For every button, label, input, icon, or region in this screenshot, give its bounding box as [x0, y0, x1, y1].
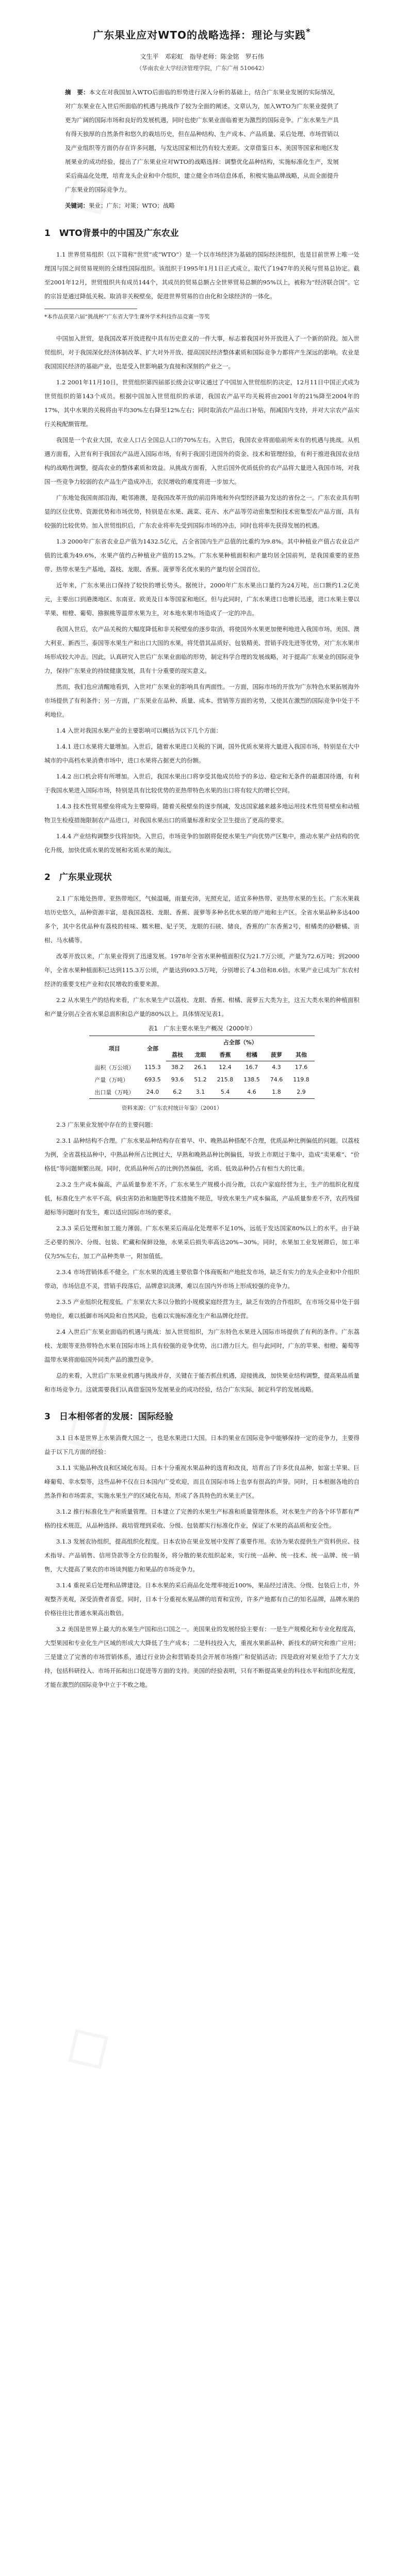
- affiliation: （华南农业大学经济管理学院，广东广州 510642）: [136, 65, 268, 72]
- paragraph: 3.2 美国是世界上最大的水果生产国和出口国之一。美国果业的发展经验主要有：一是生产规模化和专业化程度高，大型果园和专业化生产区域的形成大大降低了生产成本；二是科技投入大，重视水果新品种、新技术的研究和推广应用；三是建立了完善的市场营销体系，通过行业协会和营销委员会开展市场推广和促销活动；四是政府对果业给予了大力支持，包括科研投入、市场开拓和出口促进等方面的支持。美国的经验表明，只有不断提高果业的科技水平和组织化程度，才能在激烈的国际竞争中立于不败之地。: [44, 1625, 359, 1688]
- paragraph: 总的来看，入世后广东果业机遇与挑战并存，关键在于能否抓住机遇，迎接挑战，加快果业结构调整，提高果品质量和市场竞争力。这就需要我们认真借鉴国外发展果业的成功经验，结合广东实际，制定科学的发展战略。: [44, 1371, 359, 1393]
- table-cell: 119.8: [293, 1076, 309, 1083]
- watermark: [46, 2002, 125, 2088]
- paper-title: 广东果业应对WTO的战略选择：理论与实践*: [93, 27, 311, 41]
- table-cell: 4.6: [238, 1086, 265, 1099]
- table-cell: 出口量（万吨）: [89, 1086, 139, 1099]
- table-cell: 51.2: [194, 1076, 207, 1083]
- paragraph: 2.2 从水果生产的结构来看，广东水果生产以荔枝、龙眼、香蕉、柑橘、菠萝五大类为主，这五大类水果的种植面积和产量分别占全省水果总面积和总产量的80%以上。具体情况见表1。: [44, 996, 359, 1018]
- table-cell: 2.9: [288, 1086, 315, 1099]
- table-cell: 16.7: [245, 1064, 258, 1071]
- table-row: [89, 1061, 315, 1074]
- paragraph: 2.3.1 品种结构不合理。广东水果品种结构存在着早、中、晚熟品种搭配不合理，优质品种比例偏低的问题。以荔枝为例，全省荔枝品种中，中熟品种所占比例过大，早熟和晚熟品种比例偏低，导致上市期过于集中，造成“卖果难”、“价格低”等问题频繁出现。同时，优质品种所占的比例仍然偏低，劣质、低效品种仍占有相当大的比重。: [44, 1137, 359, 1172]
- table-subheader: 占全部（%）: [166, 1036, 315, 1049]
- table-cell: 115.3: [144, 1064, 161, 1071]
- paragraph: 1.2 2001年11月10日，世贸组织第四届部长级会议审议通过了中国加入世贸组织的决定，12月11日中国正式成为世贸组织的第143个成员。根据中国加入世贸组织的承诺，我国农产品平均关税将由2001年的21%降至2004年的17%，其中水果的关税将由平均30%左右降至12%左右；同时取消农产品出口补贴，削减国内支持，并对大宗农产品实行关税配额管理。: [44, 379, 359, 428]
- keywords: [65, 200, 339, 211]
- paragraph: 1.4.3 技术性贸易壁垒将成为主要障碍。随着关税壁垒的逐步削减，发达国家越来越多地运用技术性贸易壁垒和动植物卫生检疫措施限制农产品进口，对我国水果出口的质量标准和安全卫生提出了更高的要求。: [44, 803, 359, 824]
- abstract: [65, 86, 339, 197]
- keywords-text: 果业；广东；对策；WTO；战略: [89, 202, 175, 209]
- paragraph: 3.1.1 实施品种改良和区域化布局。日本十分重视水果品种的选育和改良，培育出了许多优良品种，如富士苹果、巨峰葡萄、幸水梨等，这些品种不仅在日本国内广受欢迎，而且在国际市场上也享有很高的声誉。同时，日本根据各地的自然条件和市场需求，实施水果生产的区域化布局，形成了各具特色的水果主产区。: [44, 1464, 359, 1499]
- table-cell: 38.2: [171, 1064, 184, 1071]
- section-heading: 2 广东果业现状: [44, 872, 112, 883]
- paragraph: 1.4.1 进口水果将大量增加。入世后，随着水果进口关税的下调，国外优质水果将大量进入我国市场，特别是在大中城市的中高档水果消费市场中，进口水果将占据更大的份额。: [44, 743, 359, 764]
- table-header: 项目: [89, 1036, 139, 1061]
- paragraph: 1.4.2 出口机会将有所增加。入世后，我国水果出口将享受其他成员给予的多边、稳定和无条件的最惠国待遇，有利于我国水果进入国际市场，特别是具有比较优势的亚热带特色水果的出口将有较大的增长空间。: [44, 773, 359, 794]
- table-header: 香蕉: [212, 1048, 239, 1061]
- table-cell: 3.1: [189, 1086, 212, 1099]
- paragraph: 2.3.2 生产成本偏高，产品质量参差不齐。广东水果生产规模小而分散，以农户家庭经营为主，生产的组织化程度低，标准化生产水平不高，病虫害防治和施肥等技术措施不规范，导致水果生产成本偏高，产品质量参差不齐，农药残留超标等问题时有发生，难以适应国际市场的要求。: [44, 1180, 359, 1216]
- paragraph: 然而，我们也应清醒地看到，入世对广东果业的影响具有两面性。一方面，国际市场的开放为广东特色水果拓展海外市场提供了有利条件；另一方面，广东果业在品种、质量、成本、营销等方面的劣势，又使其在激烈的国际竞争中处于不利地位。: [44, 683, 359, 718]
- table-cell: 93.6: [171, 1076, 184, 1083]
- abstract-text: 本文在对我国加入WTO后面临的形势进行深入分析的基础上，结合广东果业发展的实际情况，对广东果业在入世后所面临的机遇与挑战作了较为全面的阐述。文章认为，加入WTO为广东果业提供了更为广阔的国际市场和良好的发展机遇，同时也使广东果业面临着更为激烈的国际竞争。广东水果生产具有得天独厚的自然条件和悠久的栽培历史，但在品种结构、生产成本、产品质量、采后处理、市场营销以及产业组织等方面仍存在许多问题，与发达国家相比仍有较大差距。文章借鉴日本、美国等国家和地区发展果业的成功经验，提出了广东果业应对WTO的战略选择：调整优化品种结构，实施标准化生产，发展采后商品化处理，培育龙头企业和中介组织，建立健全市场信息体系，积极实施品牌战略，从而全面提升广东果业的国际竞争力。: [65, 89, 339, 193]
- table-cell: 74.6: [270, 1076, 283, 1083]
- table-cell: 6.2: [166, 1086, 189, 1099]
- table-cell: 产量（万吨）: [94, 1076, 129, 1083]
- paragraph: 2.3.4 市场营销体系不健全。广东水果的流通主要依靠个体商贩和产地批发市场，缺乏有实力的龙头企业和中介组织带动，市场信息不灵，营销手段落后，品牌意识淡薄，难以在国内外市场上形成较强的竞争力。: [44, 1268, 359, 1290]
- paragraph: 我国是一个农业大国，农业人口占全国总人口的70%左右。入世后，我国农业将面临前所未有的机遇与挑战。从机遇方面看，入世有利于我国农产品进入国际市场，有利于我国引进国外的资金、技术和管理经验，有利于推进我国农业结构的战略性调整，提高农业的整体素质和效益。从挑战方面看，入世后国外优质低价的农产品将大量进入我国市场，对我国一些竞争力较弱的农产品生产造成冲击，农民增收的难度将进一步加大。: [44, 436, 359, 485]
- table-cell: 693.5: [144, 1076, 161, 1083]
- table-header: 其他: [288, 1048, 315, 1061]
- table-cell: 138.5: [243, 1076, 260, 1083]
- table-cell: 17.6: [295, 1064, 308, 1071]
- paragraph: 改革开放以来，广东果业得到了迅速发展。1978年全省水果种植面积仅为21.7万公顷，产量为72.6万吨；到2000年，全省水果种植面积已达到115.3万公顷，产量达到693.5万吨，分别增长了4.3倍和8.6倍。水果产业已成为广东农村经济的重要支柱产业和农民增收的重要来源。: [44, 953, 359, 988]
- paragraph: 3.1 日本是世界上水果消费大国之一，也是水果进口大国。日本的果业在国际竞争中能够保持一定的竞争力，主要得益于以下几方面的经验：: [44, 1434, 359, 1455]
- table-header: 全部: [139, 1036, 166, 1061]
- table-header: 菠萝: [265, 1048, 288, 1061]
- paragraph: 我国入世后，农产品关税的大幅度降低和非关税壁垒的逐步取消，将使国外水果更加便利地进入我国市场。美国、澳大利亚、新西兰、泰国等水果生产和出口大国的水果，将凭借其品质好、包装精美、营销手段先进等优势，对广东水果市场形成较大冲击。因此，认真研究入世后广东果业面临的形势，制定科学合理的发展战略，对于提高广东果业的国际竞争力，保持广东果业的持续健康发展，具有十分重要的现实意义。: [44, 625, 359, 674]
- paragraph: 2.3 广东果业发展中存在的主要问题：: [56, 1121, 157, 1128]
- paragraph: 2.3.5 产业组织化程度低。广东果农大多以分散的小规模家庭经营为主，缺乏有效的合作组织，在市场交易中处于弱势地位，难以抵御市场风险和自然风险，也难以实施标准化生产和品牌化经营。: [44, 1298, 359, 1319]
- table-row: [89, 1086, 315, 1099]
- section-heading: 3 日本相邻者的发展：国际经验: [44, 1411, 173, 1422]
- paragraph: 1.1 世界贸易组织（以下简称“世贸”或“WTO”）是一个以市场经济为基础的国际经济组织，也是目前世界上唯一处理国与国之间贸易规则的全球性国际组织。该组织于1995年1月1日正式成立，取代了1947年的关税与贸易总协定。截至2001年12月，世贸组织共有成员144个，其成员的贸易总额占全世界贸易总额的95%以上，被称为“经济联合国”。它的宗旨是通过降低关税、取消非关税壁垒，促进世界贸易的自由化和全球经济的一体化。: [44, 251, 359, 300]
- paragraph: 1.4.4 产业结构调整步伐将加快。入世后，市场竞争的加剧将促使水果生产向优势产区集中，推动水果产业结构的优化升级，加快优质水果的发展和劣质水果的淘汰。: [44, 833, 359, 854]
- paragraph: 中国加入世贸，是我国改革开放进程中具有历史意义的一件大事，标志着我国对外开放进入了一个新的阶段。加入世贸组织，对于我国深化经济体制改革、扩大对外开放、提高国民经济整体素质和国际竞争力都将产生深远的影响。农业是我国国民经济的基础产业，也是受入世影响最为直接和深刻的产业之一。: [44, 335, 359, 370]
- paragraph: 3.1.4 重视采后处理和品牌建设。日本水果的采后商品化处理率接近100%，果品经过清洗、分级、包装后上市，外观整齐美观，深受消费者喜爱。同时，日本十分重视水果品牌的培育和宣传，许多产地都有自己的知名品牌，品牌水果的价格往往比普通水果高出数倍。: [44, 1581, 359, 1617]
- table-header: 荔枝: [166, 1048, 189, 1061]
- abstract-label: 摘 要：: [65, 89, 89, 96]
- table-cell: 4.3: [272, 1064, 281, 1071]
- paragraph: 3.1.2 推行标准化生产和质量管理。日本建立了完善的水果生产标准和质量管理体系，对水果生产的各个环节都有严格的技术规范，从品种选择、栽培管理到采收、分级、包装都实行标准化作业，保证了水果的高品质和安全性。: [44, 1507, 359, 1529]
- table-note: 资料来源：《广东农村统计年鉴》（2001）: [122, 1105, 222, 1111]
- keywords-label: 关键词：: [65, 202, 89, 209]
- table-cell: 面积（万公顷）: [94, 1064, 135, 1071]
- table-cell: 24.0: [139, 1086, 166, 1099]
- table-cell: 215.8: [217, 1076, 234, 1083]
- table-header: 龙眼: [189, 1048, 212, 1061]
- paragraph: 2.4 入世后广东果业面临的机遇与挑战：加入世贸组织，为广东特色水果进入国际市场提供了有利的条件。广东荔枝、龙眼等亚热带特色水果在国际市场上具有较强的竞争优势，出口潜力巨大。但与此同时，广东的苹果、柑橙、葡萄等温带水果将面临国外同类产品的激烈竞争。: [44, 1328, 359, 1363]
- title-footnote-mark: *: [306, 27, 311, 37]
- table-caption: 表1 广东主要水果生产概况（2000年）: [148, 1025, 256, 1032]
- table-cell: 26.1: [194, 1064, 207, 1071]
- section-heading: 1 WTO背景中的中国及广东农业: [44, 228, 179, 239]
- paragraph: 3.1.3 发展农协组织，提高组织化程度。日本农协在果业发展中发挥了重要作用。农协为果农提供生产资料供应、技术指导、产品销售、信用贷款等全方位的服务，将分散的果农组织起来，实行统一品种、统一技术、统一品牌、统一销售，大大提高了果农的市场谈判能力和果品的市场竞争力。: [44, 1537, 359, 1573]
- paragraph: 近年来，广东水果出口保持了较快的增长势头。据统计，2000年广东水果出口量约为24万吨，出口额约1.2亿美元，主要出口到港澳地区、东南亚、欧美及日本等国家和地区。但与此同时，广东水果进口也增长迅速，进口水果主要以苹果、柑橙、葡萄、猕猴桃等温带水果为主，对本地水果市场造成了一定的冲击。: [44, 582, 359, 617]
- table-cell: 12.4: [219, 1064, 232, 1071]
- paragraph: 1.3 2000年广东省农业总产值为1432.5亿元，占全省国内生产总值的比重约为9.8%。其中种植业产值占农业总产值的比重为49.6%，水果产值约占种植业产值的15.2%。广东水果种植面积和产量均居全国前列，是我国重要的亚热带、热带水果生产基地，荔枝、龙眼、香蕉、菠萝等名优水果的产量均居全国首位。: [44, 538, 359, 573]
- table-header: 柑橘: [238, 1048, 265, 1061]
- footnote: *本作品获第六届“挑战杯”广东省大学生课外学术科技作品竞赛一等奖: [44, 314, 210, 320]
- paragraph: 2.1 广东地处热带、亚热带地区，气候温暖，雨量充沛，光照充足，适宜多种热带、亚热带水果的生长。广东水果栽培历史悠久，品种资源丰富，是我国荔枝、龙眼、香蕉、菠萝等多种名优水果的原产地和主产区。全省水果品种多达400多个，其中名优品种有荔枝的桂味、糯米糍、妃子笑，龙眼的石硖、储良，香蕉的广东香蕉2号，柑橘类的砂糖橘、贡柑、马水橘等。: [44, 895, 359, 944]
- paragraph: 广东地处我国南部沿海，毗邻港澳，是我国改革开放的前沿阵地和外向型经济最为发达的省份之一。广东农业具有明显的区位优势、资源优势和市场优势，特别是在水果、蔬菜、花卉、水产品等劳动密集型和技术密集型农产品方面，具有较强的比较优势。加入世贸组织后，广东农业将率先受到国际市场的冲击，同时也将率先获得发展的机遇。: [44, 494, 359, 529]
- data-table: [89, 1024, 315, 1099]
- table-cell: 5.4: [212, 1086, 239, 1099]
- paragraph: 1.4 入世对我国水果产业的主要影响可以概括为以下几个方面：: [56, 727, 222, 734]
- table-cell: 1.8: [265, 1086, 288, 1099]
- paragraph: 2.3.3 采后处理和加工能力薄弱。广东水果采后商品化处理率不足10%，远低于发达国家80%以上的水平。由于缺乏必要的预冷、分级、包装、贮藏和保鲜设施，水果采后损失率高达20%~30%。同时，水果加工业发展滞后，加工率仅为5%左右，加工产品种类单一，附加值低。: [44, 1224, 359, 1260]
- authors: 文生平 邓彩虹 指导老师：陈金铭 罗石伟: [140, 53, 264, 60]
- table-row: [89, 1074, 315, 1086]
